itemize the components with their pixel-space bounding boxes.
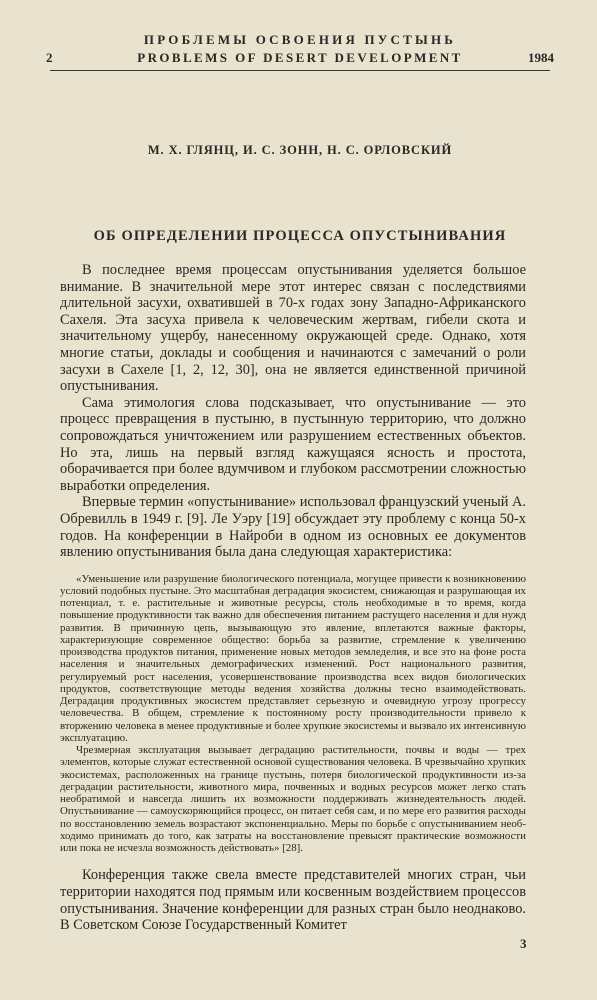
body-paragraph: Конференция также свела вместе представителей многих стран, чьи территории находятся под прямым или косвенным воздействием процессов опустынивания. Значение конференции для разных стран было неоднаково. В Советском Союзе Государственный Комитет — [60, 867, 526, 934]
header-row — [40, 49, 560, 67]
body-paragraph: Впервые термин «опустынивание» использовал французский ученый А. Обревилль в 1949 г. [9]. Ле Уэру [19] обсуждает эту проблему с конца 50-х годов. На конференции в Найроби в одном из основных ее документов явлению опустынивания была дана следующая характеристика: — [60, 494, 526, 561]
quote-paragraph: «Уменьшение или разрушение биологического потенциала, могущее привести к возникновению условий подобных пустыне. Это масштабная деградация экосистем, снижающая и разрушающая их потенциал, т. е. растительные и животные ресурсы, столь необходимые в то время, когда повышение продуктивности так важно для обеспечения питанием растущего населения и для нужд развития. В причинную цепь, вызывающую это явление, вплетаются важные факторы, характеризующие современное общество: борьба за развитие, стремление к увеличению производства продуктов питания, применение новых методов земледелия, и все это на фоне роста населения и значительных демографических изменений. Рост национального развития, регулируемый рост населения, усовершенствование производства всех видов биологических продуктов, соответствующие методы ведения хозяйства должны тесно взаимодействовать. Деградация продуктивных экосистем представляет серьезную и очевидную угрозу прогрессу человечества. В общем, стремление к постоянному росту производительности привело к вторжению человека в менее продуктивные и более хрупкие экосистемы и вызвало их интенсивную эксплуатацию. — [60, 572, 526, 744]
quote-paragraph: Чрезмерная эксплуатация вызывает деградацию растительности, почвы и воды — трех элементов, которые служат естественной основой существования человека. В чрезвычайно хрупких экосистемах, расположенных на границе пустынь, потеря биологической продуктивности из-за деградации растительности, животного мира, почвенных и водных ресурсов может легко стать необратимой и навсегда лишить их возможности поддерживать жизнедеятельность людей. Опустынивание — самоускоряющийся процесс, он питает себя сам, и по мере его развития расходы по восстановлению земель возрастают экспоненциально. Меры по борьбе с опустыниванием необходимо принимать до того, как затраты на восстановление превысят практические возможности или пока не исчезла возможность действовать» [28]. — [60, 744, 526, 855]
journal-title-ru: ПРОБЛЕМЫ ОСВОЕНИЯ ПУСТЫНЬ — [143, 32, 457, 47]
folio-number: 3 — [520, 936, 527, 951]
running-header — [40, 32, 560, 67]
block-quote — [60, 573, 526, 855]
body-paragraph: В последнее время процессам опустынивания уделяется большое внимание. В значительной мере этот интерес связан с последствиями длительной засухи, охватившей в 70-х годах зону Западно-Африканского Сахеля. Эта засуха привела к человеческим жертвам, гибели скота и значительному ущербу, нанесенному окружающей среде. Однако, хотя многие статьи, доклады и сообщения и начинаются с замечаний о роли засухи в Сахеле [1, 2, 12, 30], она не является единственной причиной опустынивания. — [60, 262, 526, 395]
body-paragraph: Сама этимология слова подсказывает, что опустынивание — это процесс превращения в пустыню, в пустынную территорию, что должно сопровождаться уничтожением или разрушением естественных объектов. Но эта, лишь на первый взгляд кажущаяся ясность и простота, оборачивается при более вдумчивом и глубоком рассмотрении сложностью выработки определения. — [60, 394, 526, 494]
page-number: 2 — [46, 50, 53, 65]
header-rule — [50, 70, 550, 71]
journal-title-en: PROBLEMS OF DESERT DEVELOPMENT — [137, 50, 463, 65]
article-authors: М. Х. ГЛЯНЦ, И. С. ЗОНН, Н. С. ОРЛОВСКИЙ — [147, 143, 453, 157]
article-body — [60, 262, 526, 934]
article-title: ОБ ОПРЕДЕЛЕНИИ ПРОЦЕССА ОПУСТЫНИВАНИЯ — [93, 228, 507, 244]
issue-year: 1984 — [528, 50, 554, 65]
